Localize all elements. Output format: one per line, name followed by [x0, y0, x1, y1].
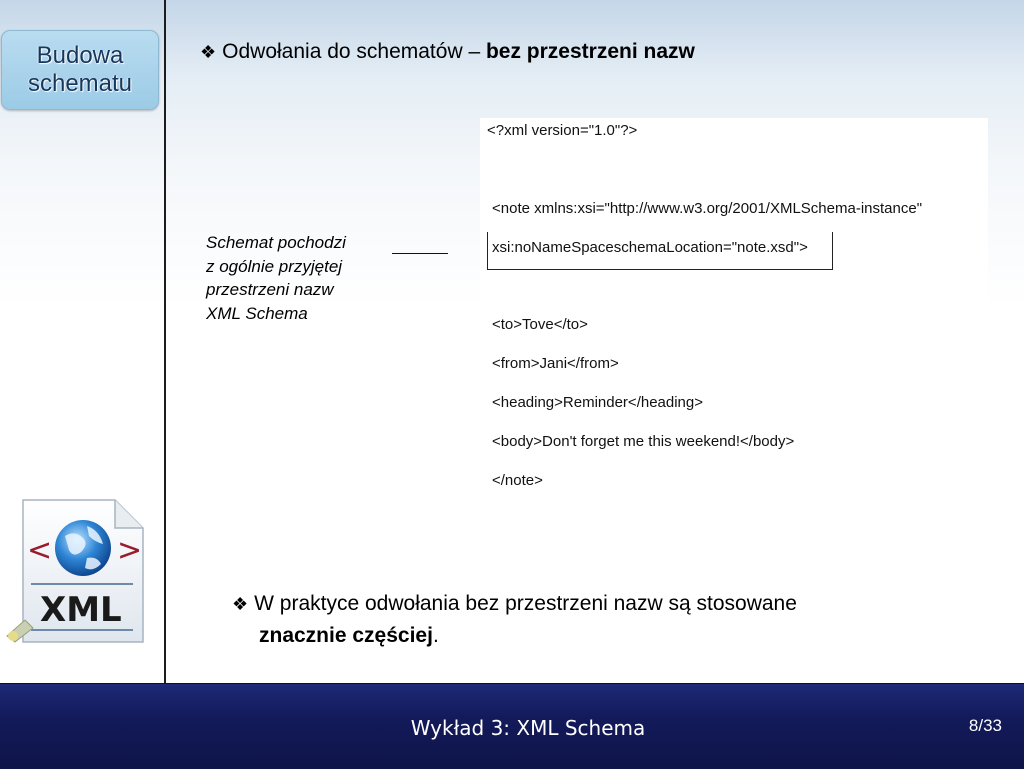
code-line: <note xmlns:xsi="http://www.w3.org/2001/XMLSchema-instance" — [492, 200, 923, 217]
logo-bracket-left: < — [27, 533, 53, 568]
pointer-line — [392, 253, 448, 254]
footer-title: Wykład 3: XML Schema — [410, 716, 646, 740]
code-highlight-box — [487, 232, 833, 270]
code-line: <from>Jani</from> — [492, 355, 619, 372]
side-note-line: przestrzeni nazw — [206, 280, 334, 299]
side-note-line: Schemat pochodzi — [206, 233, 346, 252]
code-line-highlighted: xsi:noNameSpaceschemaLocation="note.xsd"> — [492, 239, 808, 256]
side-note — [206, 231, 378, 325]
bottom-note-bold: znacznie częściej — [259, 624, 433, 647]
code-sample-background — [480, 118, 988, 328]
section-label-box — [1, 30, 159, 110]
sidebar-divider — [164, 0, 166, 683]
logo-bracket-right: > — [117, 533, 143, 568]
bottom-note-regular: W praktyce odwołania bez przestrzeni nazw są stosowane — [254, 592, 797, 615]
page-number: 8/33 — [968, 716, 1002, 735]
slide-title — [200, 40, 695, 64]
code-line: <?xml version="1.0"?> — [487, 122, 638, 139]
logo-text: XML — [40, 590, 122, 630]
bottom-note-end: . — [432, 624, 439, 647]
code-line: <heading>Reminder</heading> — [492, 394, 704, 411]
section-label — [28, 42, 132, 98]
side-note-line: XML Schema — [206, 303, 308, 323]
section-label-line-1: Budowa — [36, 42, 124, 69]
code-line: <to>Tove</to> — [492, 316, 588, 333]
bottom-note — [232, 588, 797, 651]
section-label-line-2: schematu — [27, 70, 133, 97]
code-line: </note> — [492, 472, 543, 489]
diamond-bullet-icon: ❖ — [232, 594, 249, 614]
xml-document-icon — [3, 496, 158, 648]
title-bold: bez przestrzeni nazw — [485, 40, 695, 63]
code-line: <body>Don't forget me this weekend!</body> — [492, 433, 795, 450]
side-note-line: z ogólnie przyjętej — [206, 256, 343, 276]
diamond-bullet-icon: ❖ — [200, 42, 217, 62]
footer-bar — [0, 683, 1024, 769]
title-regular: Odwołania do schematów – — [222, 40, 486, 63]
